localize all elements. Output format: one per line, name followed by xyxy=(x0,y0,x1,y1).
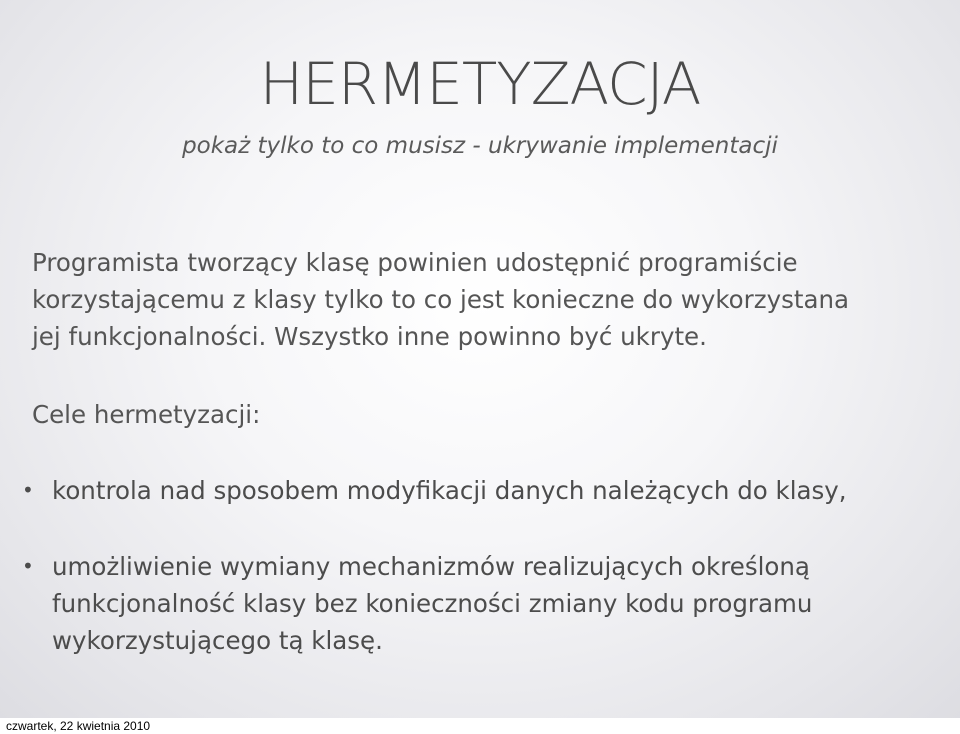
bullet-text xyxy=(52,548,812,659)
bullet-text xyxy=(52,472,847,509)
bullet-marker: • xyxy=(22,554,34,578)
paragraph-line: jej funkcjonalności. Wszystko inne powinno być ukryte. xyxy=(32,322,707,351)
bullet-line: umożliwienie wymiany mechanizmów realizujących określoną xyxy=(52,552,810,581)
goals-heading: Cele hermetyzacji: xyxy=(32,400,261,429)
page-footer xyxy=(0,718,960,734)
intro-paragraph xyxy=(32,244,932,355)
slide-subtitle: pokaż tylko to co musisz - ukrywanie implementacji xyxy=(182,133,778,159)
bullet-line: wykorzystującego tą klasę. xyxy=(52,626,383,655)
bullet-line: kontrola nad sposobem modyfikacji danych należących do klasy, xyxy=(52,476,847,505)
paragraph-line: Programista tworzący klasę powinien udostępnić programiście xyxy=(32,248,798,277)
bullet-marker: • xyxy=(22,478,34,502)
slide-title: HERMETYZACJA xyxy=(259,50,701,118)
footer-date: czwartek, 22 kwietnia 2010 xyxy=(6,719,151,733)
bullet-line: funkcjonalność klasy bez konieczności zmiany kodu programu xyxy=(52,589,813,618)
paragraph-line: korzystającemu z klasy tylko to co jest konieczne do wykorzystana xyxy=(32,285,850,314)
